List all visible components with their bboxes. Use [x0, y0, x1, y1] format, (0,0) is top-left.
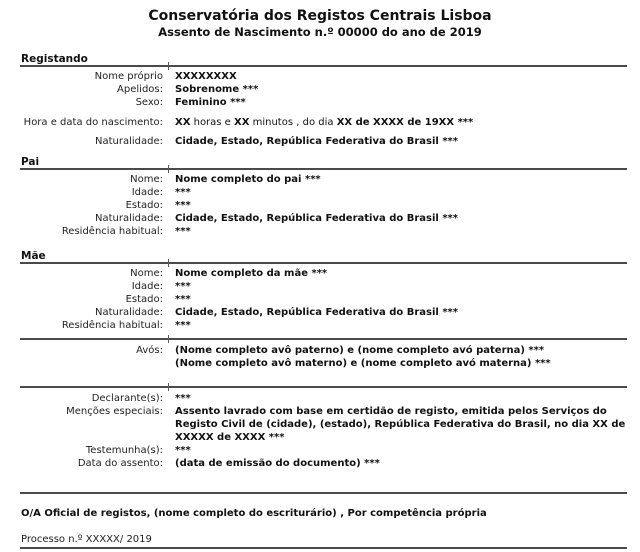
label-naturalidade-registando: Naturalidade:: [94, 136, 163, 147]
avos-line-maternos: (Nome completo avô materno) e (nome completo avó materna) ***: [175, 358, 551, 369]
row-pai-naturalidade: [20, 212, 640, 225]
label-apelidos: Apelidos:: [117, 84, 163, 95]
section-title-pai: Pai: [21, 156, 40, 168]
value-pai-naturalidade: Cidade, Estado, República Federativa do Brasil ***: [175, 213, 459, 224]
footer-rule-bottom: [20, 547, 627, 549]
section-title-registando: Registando: [21, 53, 88, 65]
section-rule-avos: [20, 338, 627, 340]
value-mencoes-especiais: Assento lavrado com base em certidão de registo, emitida pelos Serviços do Registo Civil de (cidade), (estado), República Federativa do Brasil, no dia XX de XXXXX de XXXX ***: [175, 406, 626, 443]
document-subtitle: Assento de Nascimento n.º 00000 do ano de 2019: [158, 25, 482, 39]
label-avos: Avós:: [136, 345, 163, 356]
row-mae-naturalidade: [20, 306, 640, 319]
value-pai-nome: Nome completo do pai ***: [175, 174, 321, 185]
row-testemunhas: [20, 444, 640, 457]
value-pai-residencia: ***: [175, 226, 191, 237]
row-pai-residencia: [20, 225, 640, 238]
column-divider-tick: [168, 335, 169, 343]
label-pai-residencia: Residência habitual:: [61, 226, 163, 237]
label-mencoes-especiais: Menções especiais:: [66, 406, 163, 417]
column-divider-tick: [168, 62, 169, 70]
value-sexo: Feminino ***: [175, 97, 246, 108]
value-pai-estado: ***: [175, 200, 191, 211]
section-registando: [0, 67, 640, 148]
row-pai-estado: [20, 199, 640, 212]
section-pai: [0, 170, 640, 238]
footer-rule-top: [20, 492, 627, 494]
row-nome-proprio: [20, 70, 640, 83]
row-pai-idade: [20, 186, 640, 199]
label-sexo: Sexo:: [135, 97, 163, 108]
row-declarantes: [20, 392, 640, 405]
value-apelidos: Sobrenome ***: [175, 84, 259, 95]
label-mae-residencia: Residência habitual:: [61, 320, 163, 331]
row-hora-data-nascimento: [20, 109, 640, 135]
label-mae-nome: Nome:: [130, 268, 163, 279]
label-pai-nome: Nome:: [130, 174, 163, 185]
row-pai-nome: [20, 173, 640, 186]
row-mencoes-especiais: [20, 405, 640, 444]
row-mae-nome: [20, 267, 640, 280]
label-mae-estado: Estado:: [125, 294, 163, 305]
section-rule-mae: [20, 262, 627, 264]
section-mae: [0, 264, 640, 332]
document-title: Conservatória dos Registos Centrais Lisboa: [148, 8, 492, 24]
label-nome-proprio: Nome próprio: [94, 71, 163, 82]
official-signature-line: O/A Oficial de registos, (nome completo do escriturário) , Por competência própria: [21, 508, 487, 519]
value-data-assento: (data de emissão do documento) ***: [175, 458, 380, 469]
label-pai-idade: Idade:: [131, 187, 163, 198]
row-mae-idade: [20, 280, 640, 293]
row-naturalidade-registando: [20, 135, 640, 148]
section-rule-registando: [20, 65, 627, 67]
value-nome-proprio: XXXXXXXX: [175, 71, 237, 82]
label-data-assento: Data do assento:: [77, 458, 163, 469]
value-naturalidade-registando: Cidade, Estado, República Federativa do Brasil ***: [175, 136, 459, 147]
column-divider-tick: [168, 259, 169, 267]
row-mae-estado: [20, 293, 640, 306]
value-hora-data-nascimento: XX horas e XX minutos , do dia XX de XXXX de 19XX ***: [175, 116, 474, 128]
column-divider-tick: [168, 165, 169, 173]
section-declaracoes: [0, 388, 640, 470]
label-pai-estado: Estado:: [125, 200, 163, 211]
value-declarantes: ***: [175, 393, 191, 404]
section-rule-pai: [20, 168, 627, 170]
value-mae-naturalidade: Cidade, Estado, República Federativa do Brasil ***: [175, 307, 459, 318]
column-divider-tick: [168, 383, 169, 391]
row-data-assento: [20, 457, 640, 470]
section-title-mae: Mãe: [21, 250, 46, 262]
label-pai-naturalidade: Naturalidade:: [94, 213, 163, 224]
row-sexo: [20, 96, 640, 109]
section-rule-declaracoes: [20, 386, 627, 388]
value-mae-estado: ***: [175, 294, 191, 305]
value-mae-idade: ***: [175, 281, 191, 292]
row-apelidos: [20, 83, 640, 96]
label-mae-idade: Idade:: [131, 281, 163, 292]
value-avos: [175, 344, 630, 370]
row-avos: [20, 344, 640, 370]
process-number-line: Processo n.º XXXXX/ 2019: [21, 534, 152, 545]
document-header: [0, 0, 640, 39]
row-mae-residencia: [20, 319, 640, 332]
section-avos: [0, 340, 640, 370]
avos-line-paternos: (Nome completo avô paterno) e (nome completo avó paterna) ***: [175, 345, 545, 356]
label-testemunhas: Testemunha(s):: [85, 445, 163, 456]
label-mae-naturalidade: Naturalidade:: [94, 307, 163, 318]
label-hora-data-nascimento: Hora e data do nascimento:: [23, 116, 163, 128]
value-mae-nome: Nome completo da mãe ***: [175, 268, 328, 279]
value-mae-residencia: ***: [175, 320, 191, 331]
label-declarantes: Declarante(s):: [91, 393, 163, 404]
value-testemunhas: ***: [175, 445, 191, 456]
value-pai-idade: ***: [175, 187, 191, 198]
